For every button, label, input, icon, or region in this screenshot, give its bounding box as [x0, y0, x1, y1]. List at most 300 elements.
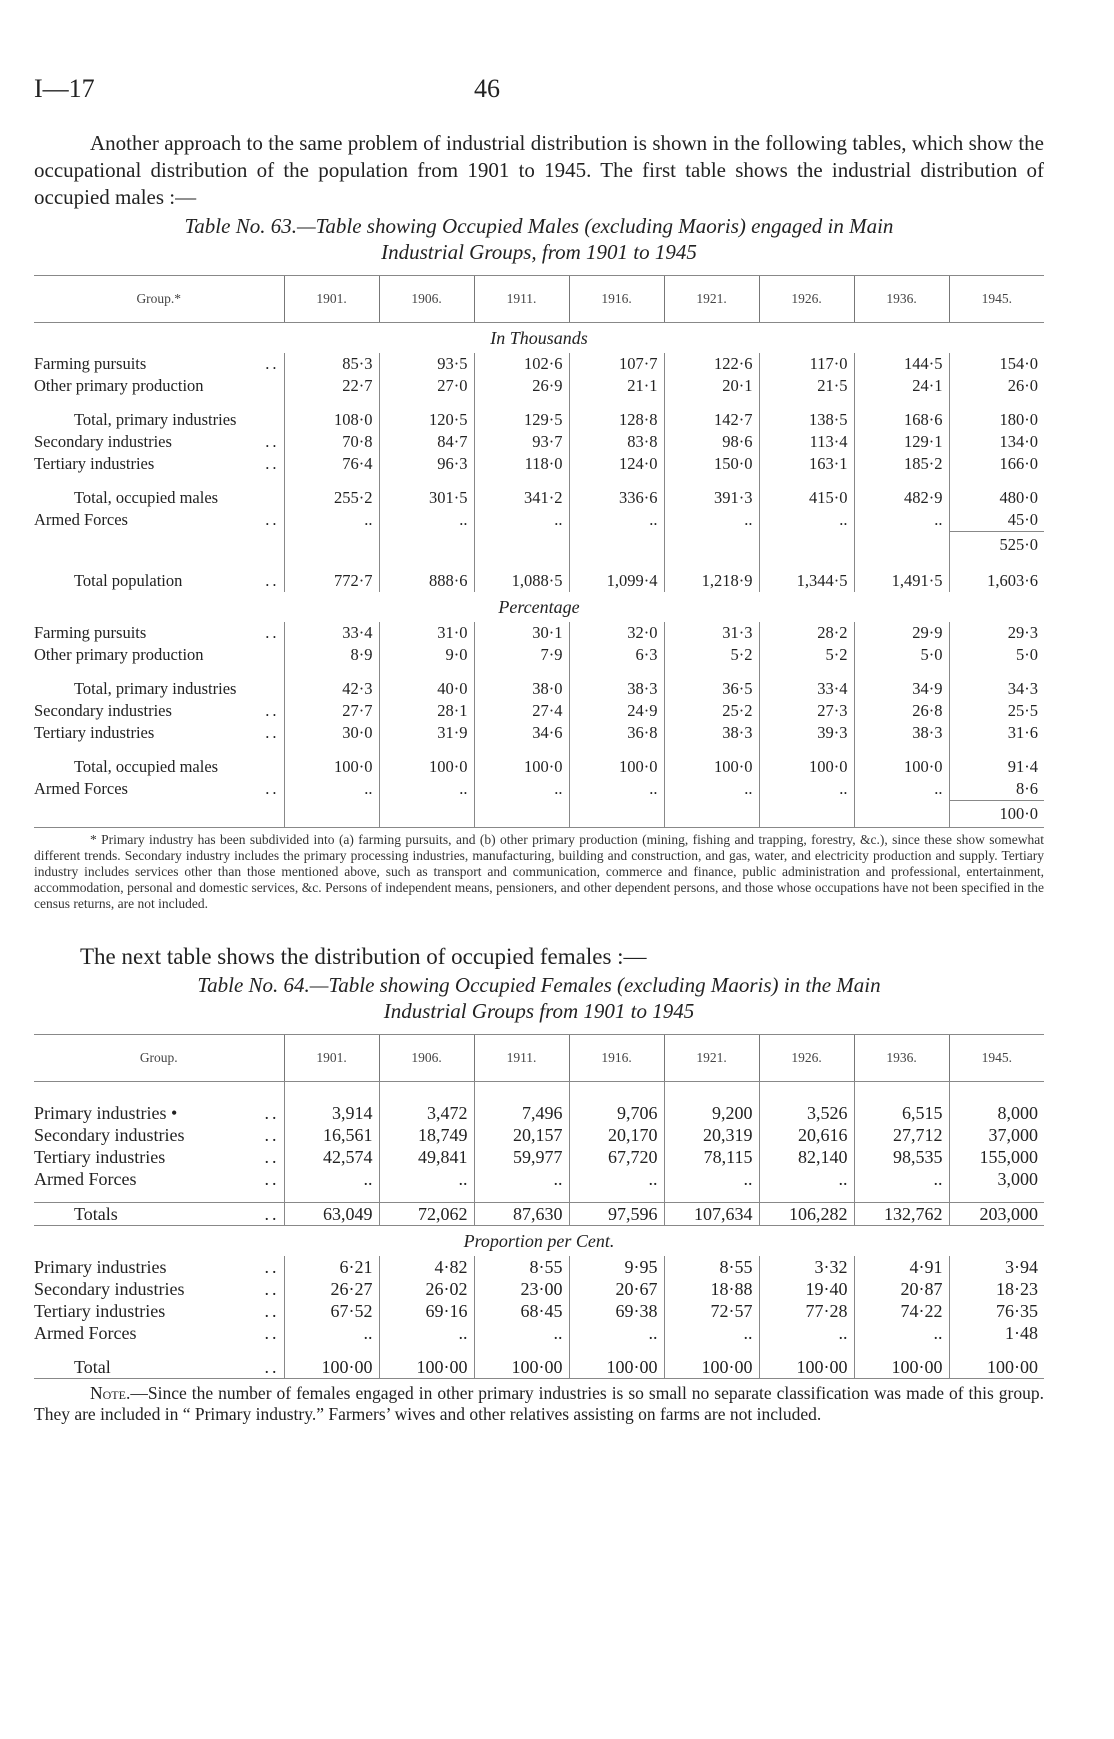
- table-cell: 78,115: [664, 1146, 759, 1168]
- table-cell: 28·1: [379, 700, 474, 722]
- table-row: [34, 1102, 1044, 1124]
- table-cell: 124·0: [569, 453, 664, 475]
- table-cell: 255·2: [284, 487, 379, 509]
- table-cell: 59,977: [474, 1146, 569, 1168]
- table-cell: 100·0: [379, 756, 474, 778]
- row-label: .. Armed Forces: [34, 1169, 280, 1189]
- table-row: [34, 1322, 1044, 1344]
- table-cell: 3,000: [949, 1168, 1044, 1190]
- column-header-year: 1945.: [949, 1035, 1044, 1082]
- table-cell: ..: [379, 778, 474, 801]
- table-cell: 93·5: [379, 353, 474, 375]
- table-cell: 9·95: [569, 1256, 664, 1278]
- table-cell: 154·0: [949, 353, 1044, 375]
- table-cell: ..: [759, 778, 854, 801]
- table-cell: ..: [379, 509, 474, 532]
- table-cell: 31·9: [379, 722, 474, 744]
- table-64-caption-line-1: Table No. 64.—Table showing Occupied Females (excluding Maoris) in the Main: [197, 973, 881, 997]
- spacer-row: [34, 1190, 1044, 1203]
- table-cell: ..: [759, 509, 854, 532]
- table-row: [34, 1300, 1044, 1322]
- row-label: .. Tertiary industries: [34, 1147, 280, 1167]
- table-cell: 3·32: [759, 1256, 854, 1278]
- table-cell: ..: [284, 1168, 379, 1190]
- table-cell: 30·0: [284, 722, 379, 744]
- table-cell: 32·0: [569, 622, 664, 644]
- row-label: Total, occupied males: [74, 488, 219, 507]
- table-cell: 91·4: [949, 756, 1044, 778]
- table-cell: 40·0: [379, 678, 474, 700]
- table-cell: 34·6: [474, 722, 569, 744]
- table-cell: 84·7: [379, 431, 474, 453]
- table-cell: 6·3: [569, 644, 664, 666]
- table-63-caption-line-2: Industrial Groups, from 1901 to 1945: [381, 240, 697, 264]
- table-cell: 34·9: [854, 678, 949, 700]
- table-cell: ..: [759, 1168, 854, 1190]
- table-cell: 72,062: [379, 1203, 474, 1226]
- table-cell: 100·0: [569, 756, 664, 778]
- table-64-note: [34, 1383, 1044, 1425]
- table-cell: 100·00: [949, 1356, 1044, 1379]
- table-cell: 168·6: [854, 409, 949, 431]
- row-label: .. Armed Forces: [34, 1323, 280, 1343]
- table-cell: 93·7: [474, 431, 569, 453]
- table-row: [34, 700, 1044, 722]
- table-cell: 129·1: [854, 431, 949, 453]
- table-row: [34, 487, 1044, 509]
- table-cell: 9,200: [664, 1102, 759, 1124]
- table-63-caption: [34, 213, 1044, 265]
- table-cell: 3,914: [284, 1102, 379, 1124]
- table-cell: 6,515: [854, 1102, 949, 1124]
- table-cell: 18,749: [379, 1124, 474, 1146]
- row-label: .. Primary industries: [34, 1257, 280, 1277]
- table-cell: 26·9: [474, 375, 569, 397]
- table-63-header-row: [34, 276, 1044, 323]
- row-label: .. Secondary industries: [34, 1279, 280, 1299]
- table-cell: ..: [854, 1168, 949, 1190]
- table-cell: ..: [664, 778, 759, 801]
- table-cell: 107·7: [569, 353, 664, 375]
- row-label: .. Armed Forces: [34, 779, 280, 799]
- table-row: [34, 1168, 1044, 1190]
- table-63-caption-line-1: Table No. 63.—Table showing Occupied Males (excluding Maoris) engaged in Main: [184, 214, 894, 238]
- table-cell: ..: [854, 509, 949, 532]
- table-cell: 100·00: [379, 1356, 474, 1379]
- table-cell: 97,596: [569, 1203, 664, 1226]
- table-row: [34, 509, 1044, 532]
- table-cell: 7·9: [474, 644, 569, 666]
- table-cell: 185·2: [854, 453, 949, 475]
- row-label: .. Armed Forces: [34, 510, 280, 530]
- table-row: [34, 722, 1044, 744]
- table-cell: 49,841: [379, 1146, 474, 1168]
- table-cell: 76·4: [284, 453, 379, 475]
- spacer-row: [34, 475, 1044, 487]
- table-cell: ..: [474, 1168, 569, 1190]
- row-label: .. Tertiary industries: [34, 454, 280, 473]
- table-cell: 415·0: [759, 487, 854, 509]
- table-row: [34, 644, 1044, 666]
- table-row: [34, 778, 1044, 801]
- table-row: [34, 409, 1044, 431]
- table-cell: 67,720: [569, 1146, 664, 1168]
- table-cell: 4·91: [854, 1256, 949, 1278]
- table-cell: 1,344·5: [759, 570, 854, 592]
- armed-forces-total-row: [34, 532, 1044, 559]
- table-cell: 102·6: [474, 353, 569, 375]
- table-cell: 27·3: [759, 700, 854, 722]
- table-cell: 8·55: [664, 1256, 759, 1278]
- table-cell: 301·5: [379, 487, 474, 509]
- table-cell: 391·3: [664, 487, 759, 509]
- table-cell: ..: [569, 778, 664, 801]
- table-cell: 1,491·5: [854, 570, 949, 592]
- row-label: .. Primary industries •: [34, 1103, 280, 1123]
- table-cell: 120·5: [379, 409, 474, 431]
- table-cell: 26·27: [284, 1278, 379, 1300]
- table-cell: ..: [569, 509, 664, 532]
- table-cell: 772·7: [284, 570, 379, 592]
- table-cell: 98,535: [854, 1146, 949, 1168]
- row-label: Total, occupied males: [74, 757, 219, 776]
- table-cell: 142·7: [664, 409, 759, 431]
- table-cell: 18·88: [664, 1278, 759, 1300]
- table-cell: 100·0: [759, 756, 854, 778]
- intro-paragraph: Another approach to the same problem of industrial distribution is shown in the following tables, which show the occupational distribution of the population from 1901 to 1945. The first table shows the industrial distribution of occupied males :—: [34, 131, 1044, 209]
- table-cell: 42·3: [284, 678, 379, 700]
- table-cell: 20,170: [569, 1124, 664, 1146]
- table-cell: 76·35: [949, 1300, 1044, 1322]
- table-cell: 108·0: [284, 409, 379, 431]
- section-heading-row: [34, 1226, 1044, 1257]
- table-cell: 77·28: [759, 1300, 854, 1322]
- column-header-year: 1916.: [569, 1035, 664, 1082]
- table-cell: 37,000: [949, 1124, 1044, 1146]
- table-cell: 336·6: [569, 487, 664, 509]
- row-label: Other primary production: [34, 645, 204, 664]
- table-cell: ..: [284, 1322, 379, 1344]
- table-cell: 150·0: [664, 453, 759, 475]
- table-cell: 21·5: [759, 375, 854, 397]
- table-cell: 1,218·9: [664, 570, 759, 592]
- table-cell: ..: [569, 1322, 664, 1344]
- table-cell: 31·3: [664, 622, 759, 644]
- table-cell: 106,282: [759, 1203, 854, 1226]
- table-cell: 3,472: [379, 1102, 474, 1124]
- table-cell: 63,049: [284, 1203, 379, 1226]
- table-cell: 134·0: [949, 431, 1044, 453]
- table-cell: 8·55: [474, 1256, 569, 1278]
- table-cell: 20,319: [664, 1124, 759, 1146]
- page-header: [34, 70, 1044, 104]
- row-label: .. Total: [34, 1356, 284, 1379]
- table-cell: 6·21: [284, 1256, 379, 1278]
- row-label: .. Totals: [34, 1203, 284, 1226]
- column-header-year: 1926.: [759, 1035, 854, 1082]
- table-row: [34, 1278, 1044, 1300]
- table-row: [34, 375, 1044, 397]
- table-cell: 69·16: [379, 1300, 474, 1322]
- table-cell: 24·1: [854, 375, 949, 397]
- table-cell: 1,099·4: [569, 570, 664, 592]
- table-cell: 20·87: [854, 1278, 949, 1300]
- spacer-row: [34, 744, 1044, 756]
- section-heading: In Thousands: [490, 328, 588, 348]
- section-heading: Proportion per Cent.: [463, 1231, 615, 1251]
- table-cell: 85·3: [284, 353, 379, 375]
- table-cell: 5·2: [664, 644, 759, 666]
- table-cell: 87,630: [474, 1203, 569, 1226]
- table-cell: ..: [379, 1168, 474, 1190]
- table-cell: 34·3: [949, 678, 1044, 700]
- table-cell: 1,088·5: [474, 570, 569, 592]
- table-cell: 36·5: [664, 678, 759, 700]
- table-cell: 1,603·6: [949, 570, 1044, 592]
- column-header-year: 1921.: [664, 276, 759, 323]
- spacer-row: [34, 666, 1044, 678]
- table-cell: ..: [664, 1322, 759, 1344]
- table-cell: 31·6: [949, 722, 1044, 744]
- table-cell: 69·38: [569, 1300, 664, 1322]
- table-cell: 33·4: [284, 622, 379, 644]
- table-row: [34, 622, 1044, 644]
- table-cell: 67·52: [284, 1300, 379, 1322]
- table-cell: 31·0: [379, 622, 474, 644]
- table-cell: 5·0: [949, 644, 1044, 666]
- table-cell: 888·6: [379, 570, 474, 592]
- table-cell: 22·7: [284, 375, 379, 397]
- row-label: .. Total population: [74, 571, 280, 590]
- section-heading-row: [34, 323, 1044, 354]
- table-cell: 482·9: [854, 487, 949, 509]
- column-header-group: Group.: [34, 1035, 284, 1082]
- table-cell: ..: [474, 509, 569, 532]
- table-cell: 45·0: [949, 509, 1044, 532]
- table-cell: 107,634: [664, 1203, 759, 1226]
- table-cell: 36·8: [569, 722, 664, 744]
- table-cell: 3·94: [949, 1256, 1044, 1278]
- table-cell: 30·1: [474, 622, 569, 644]
- table-cell: 8·6: [949, 778, 1044, 801]
- row-label: Total, primary industries: [74, 679, 237, 698]
- table-cell: 98·6: [664, 431, 759, 453]
- row-label: .. Secondary industries: [34, 1125, 280, 1145]
- table-cell: 7,496: [474, 1102, 569, 1124]
- armed-forces-percentage-total-row: [34, 801, 1044, 828]
- table-cell: ..: [474, 778, 569, 801]
- table-cell: 27·4: [474, 700, 569, 722]
- table-cell: 9·0: [379, 644, 474, 666]
- table-cell: 155,000: [949, 1146, 1044, 1168]
- table-cell: 26·0: [949, 375, 1044, 397]
- column-header-year: 1911.: [474, 1035, 569, 1082]
- table-cell: 100·00: [569, 1356, 664, 1379]
- table-cell: ..: [569, 1168, 664, 1190]
- table-cell: 33·4: [759, 678, 854, 700]
- table-cell: 42,574: [284, 1146, 379, 1168]
- table-cell: 100·00: [759, 1356, 854, 1379]
- table-cell: 38·0: [474, 678, 569, 700]
- column-header-year: 1901.: [284, 1035, 379, 1082]
- note-lead: Note.: [90, 1383, 131, 1403]
- table-cell: 20·67: [569, 1278, 664, 1300]
- section-heading: Percentage: [498, 597, 580, 617]
- row-label: .. Farming pursuits: [34, 623, 280, 642]
- table-cell: 117·0: [759, 353, 854, 375]
- row-label: .. Tertiary industries: [34, 1301, 280, 1321]
- table-cell: 38·3: [664, 722, 759, 744]
- row-label: Total, primary industries: [74, 410, 237, 429]
- table-cell: 129·5: [474, 409, 569, 431]
- females-intro-paragraph: The next table shows the distribution of occupied females :—: [80, 944, 647, 969]
- table-63: [34, 275, 1044, 828]
- column-header-year: 1906.: [379, 276, 474, 323]
- table-cell: 341·2: [474, 487, 569, 509]
- column-header-group: Group.*: [34, 276, 284, 323]
- table-cell: 166·0: [949, 453, 1044, 475]
- table-cell: 26·02: [379, 1278, 474, 1300]
- section-heading-row: [34, 592, 1044, 622]
- table-row: [34, 1124, 1044, 1146]
- table-cell: 203,000: [949, 1203, 1044, 1226]
- table-cell: 21·1: [569, 375, 664, 397]
- table-cell: 23·00: [474, 1278, 569, 1300]
- table-row: [34, 353, 1044, 375]
- table-cell: 70·8: [284, 431, 379, 453]
- table-cell: 83·8: [569, 431, 664, 453]
- table-cell: ..: [664, 509, 759, 532]
- table-cell: 25·2: [664, 700, 759, 722]
- table-cell: 144·5: [854, 353, 949, 375]
- table-cell: 27·7: [284, 700, 379, 722]
- table-cell: 38·3: [854, 722, 949, 744]
- table-cell: ..: [854, 778, 949, 801]
- table-cell: 5·2: [759, 644, 854, 666]
- table-63-footnote: * Primary industry has been subdivided into (a) farming pursuits, and (b) other primary production (mining, fishing and trapping, forestry, &c.), since these show somewhat different trends. Secondary industry includes the primary processing industries, manufacturing, building and construction, and gas, water, and electricity production and supply. Tertiary industry includes services other than those mentioned above, such as transport and communication, commerce and finance, public administration and professional, entertainment, accommodation, personal and domestic services, &c. Persons of independent means, pensioners, and other dependent persons, and those whose occupations have not been specified in the census returns, are not included.: [34, 832, 1044, 911]
- spacer-row: [34, 1344, 1044, 1356]
- column-header-year: 1936.: [854, 276, 949, 323]
- table-cell: 4·82: [379, 1256, 474, 1278]
- column-header-year: 1921.: [664, 1035, 759, 1082]
- table-cell: 19·40: [759, 1278, 854, 1300]
- table-cell: 100·00: [284, 1356, 379, 1379]
- spacer-row: [34, 1082, 1044, 1103]
- table-cell: 68·45: [474, 1300, 569, 1322]
- table-64-caption: [34, 972, 1044, 1024]
- column-header-year: 1901.: [284, 276, 379, 323]
- table-cell: 1·48: [949, 1322, 1044, 1344]
- table-cell: 100·00: [474, 1356, 569, 1379]
- column-header-year: 1906.: [379, 1035, 474, 1082]
- table-cell: 20,157: [474, 1124, 569, 1146]
- table-cell: ..: [379, 1322, 474, 1344]
- table-64-caption-line-2: Industrial Groups from 1901 to 1945: [383, 999, 695, 1023]
- table-cell: ..: [474, 1322, 569, 1344]
- table-cell: 9,706: [569, 1102, 664, 1124]
- table-cell: 29·9: [854, 622, 949, 644]
- spacer-row: [34, 397, 1044, 409]
- table-cell: 27·0: [379, 375, 474, 397]
- table-cell: 8,000: [949, 1102, 1044, 1124]
- table-cell: 38·3: [569, 678, 664, 700]
- table-row: [34, 1256, 1044, 1278]
- table-cell: 100·00: [664, 1356, 759, 1379]
- row-label: .. Secondary industries: [34, 701, 280, 720]
- table-cell: ..: [664, 1168, 759, 1190]
- row-label: Other primary production: [34, 376, 204, 395]
- table-cell: 100·0: [474, 756, 569, 778]
- table-cell: 122·6: [664, 353, 759, 375]
- table-cell: 96·3: [379, 453, 474, 475]
- table-cell: 20·1: [664, 375, 759, 397]
- table-row: [34, 1146, 1044, 1168]
- note-text: —Since the number of females engaged in other primary industries is so small no separate classification was made of this group. They are included in “ Primary industry.” Farmers’ wives and other relatives assisting on farms are not included.: [34, 1383, 1044, 1424]
- table-cell: 5·0: [854, 644, 949, 666]
- table-cell: 27,712: [854, 1124, 949, 1146]
- table-cell: 128·8: [569, 409, 664, 431]
- table-cell: 18·23: [949, 1278, 1044, 1300]
- column-header-year: 1945.: [949, 276, 1044, 323]
- table-cell: 100·0: [664, 756, 759, 778]
- row-label: .. Tertiary industries: [34, 723, 280, 742]
- table-cell: 100·0: [854, 756, 949, 778]
- table-cell: 180·0: [949, 409, 1044, 431]
- table-row: [34, 431, 1044, 453]
- page-number: 46: [474, 74, 500, 103]
- table-cell: 118·0: [474, 453, 569, 475]
- table-cell: ..: [284, 509, 379, 532]
- table-cell: 480·0: [949, 487, 1044, 509]
- table-cell: 25·5: [949, 700, 1044, 722]
- table-cell: 132,762: [854, 1203, 949, 1226]
- table-cell: 72·57: [664, 1300, 759, 1322]
- table-row: [34, 1203, 1044, 1226]
- table-cell: 28·2: [759, 622, 854, 644]
- table-cell: ..: [759, 1322, 854, 1344]
- table-cell: 113·4: [759, 431, 854, 453]
- table-cell: 29·3: [949, 622, 1044, 644]
- table-row: [34, 453, 1044, 475]
- table-row: [34, 1356, 1044, 1379]
- spacer-row: [34, 558, 1044, 570]
- table-cell: 100·0: [284, 756, 379, 778]
- table-cell: 39·3: [759, 722, 854, 744]
- column-header-year: 1911.: [474, 276, 569, 323]
- table-cell: 163·1: [759, 453, 854, 475]
- column-header-year: 1936.: [854, 1035, 949, 1082]
- table-cell: 138·5: [759, 409, 854, 431]
- table-cell: ..: [284, 778, 379, 801]
- table-cell: ..: [854, 1322, 949, 1344]
- row-label: .. Secondary industries: [34, 432, 280, 451]
- document-page: [34, 70, 1044, 1425]
- column-header-year: 1926.: [759, 276, 854, 323]
- table-row: [34, 678, 1044, 700]
- table-cell: 74·22: [854, 1300, 949, 1322]
- table-cell: 16,561: [284, 1124, 379, 1146]
- table-cell: 24·9: [569, 700, 664, 722]
- table-cell: 100·0: [949, 801, 1044, 828]
- document-reference: I—17: [34, 74, 95, 103]
- column-header-year: 1916.: [569, 276, 664, 323]
- table-cell: 3,526: [759, 1102, 854, 1124]
- table-cell: 8·9: [284, 644, 379, 666]
- table-64-header-row: [34, 1035, 1044, 1082]
- table-cell: 20,616: [759, 1124, 854, 1146]
- table-cell: 26·8: [854, 700, 949, 722]
- table-cell: 100·00: [854, 1356, 949, 1379]
